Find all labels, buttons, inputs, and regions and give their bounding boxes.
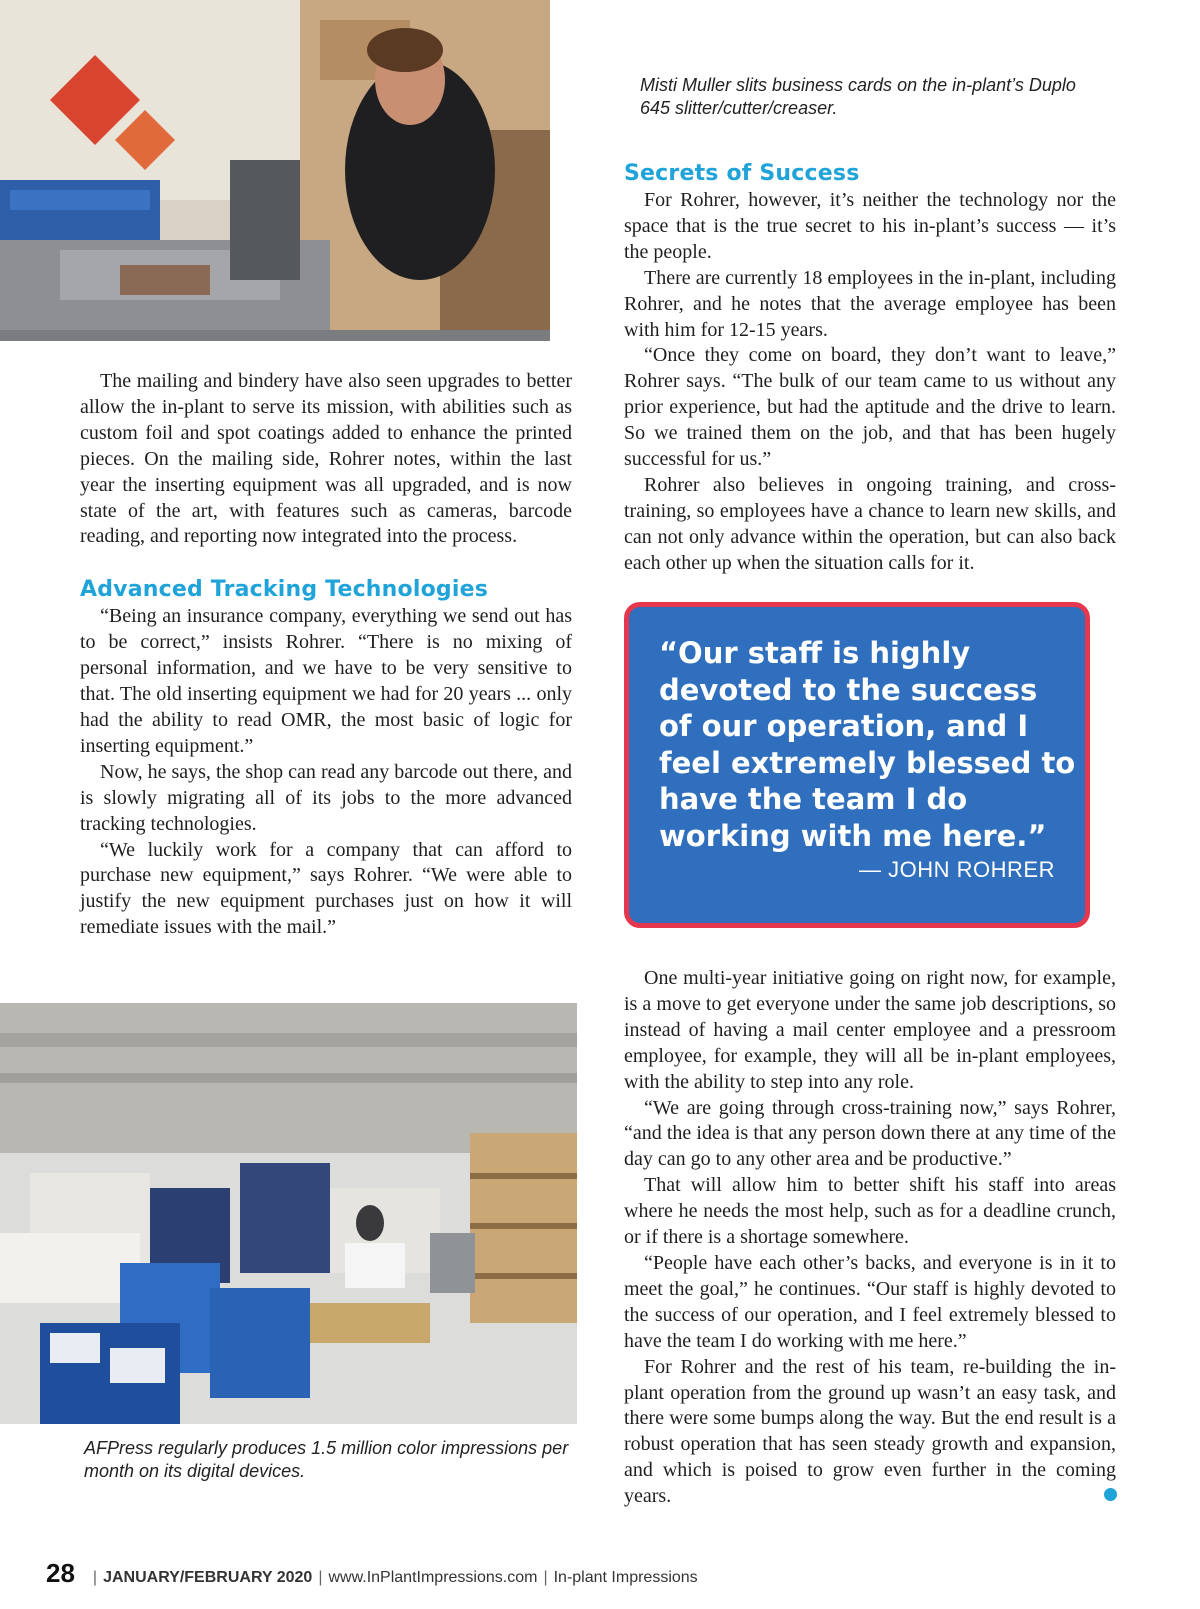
body-paragraph: “People have each other’s backs, and everyone is in it to meet the goal,” he continues. “Our staff is highly devoted to the success of our operation, and I feel extremely blessed to have the team I do working with me here.”	[624, 1251, 1116, 1352]
section-heading-secrets-of-success: Secrets of Success	[624, 161, 860, 186]
body-paragraph: That will allow him to better shift his staff into areas where he needs the most help, such as for a deadline crunch, or if there is a shortage somewhere.	[624, 1174, 1116, 1249]
pull-quote-text: “Our staff is highly devoted to the success of our operation, and I feel extremely blessed to have the team I do working with me here.”	[659, 636, 1076, 853]
body-paragraph: One multi-year initiative going on right now, for example, is a move to get everyone under the same job descriptions, so instead of having a mail center employee and a pressroom employee, for example, they will all be in-plant employees, with the ability to step into any role.	[624, 967, 1116, 1093]
footer-website-link[interactable]: www.InPlantImpressions.com	[328, 1569, 538, 1586]
body-paragraph: Rohrer also believes in ongoing training, and cross-training, so employees have a chance to learn new skills, and can not only advance within the operation, but can also back each other up when the situation calls for it.	[624, 473, 1116, 574]
page-footer	[46, 1558, 698, 1589]
section-heading-advanced-tracking: Advanced Tracking Technologies	[80, 577, 489, 603]
left-column	[80, 369, 572, 941]
body-paragraph: “Being an insurance company, everything we send out has to be correct,” insists Rohrer. “There is no mixing of personal information, and we have to be very sensitive to that. The old inserting equipment we had for 20 years ... only had the ability to read OMR, the most basic of logic for inserting equipment.”	[80, 605, 572, 757]
footer-separator: |	[318, 1569, 323, 1586]
body-paragraph: “We are going through cross-training now,” says Rohrer, “and the idea is that any person down there at any time of the day can go to any other area and be productive.”	[624, 1096, 1116, 1171]
right-column-top	[624, 160, 1116, 577]
footer-publication: In-plant Impressions	[553, 1569, 698, 1586]
footer-separator: |	[543, 1569, 548, 1586]
page-number: 28	[46, 1558, 75, 1588]
body-paragraph: The mailing and bindery have also seen upgrades to better allow the in-plant to serve its mission, with abilities such as custom foil and spot coatings added to enhance the printed pieces. On the mailing side, Rohrer notes, within the last year the inserting equipment was all upgraded, and is now state of the art, with features such as cameras, barcode reading, and reporting now integrated into the process.	[80, 370, 572, 548]
body-paragraph: “We luckily work for a company that can afford to purchase new equipment,” says Rohrer. “We were able to justify the new equipment purchases just on how it will remediate issues with the mail.”	[80, 838, 572, 939]
pull-quote-attribution: — JOHN ROHRER	[859, 857, 1055, 882]
end-of-article-dot-icon	[1104, 1488, 1117, 1501]
body-paragraph: Now, he says, the shop can read any barcode out there, and is slowly migrating all of its jobs to the more advanced tracking technologies.	[80, 760, 572, 835]
right-column-bottom	[624, 966, 1116, 1510]
photo-bindery	[0, 0, 550, 341]
body-paragraph: There are currently 18 employees in the in-plant, including Rohrer, and he notes that the average employee has been with him for 12-15 years.	[624, 266, 1116, 341]
caption-top: Misti Muller slits business cards on the in-plant’s Duplo 645 slitter/cutter/creaser.	[640, 75, 1076, 118]
photo-bindery-image	[0, 0, 550, 341]
caption-bottom: AFPress regularly produces 1.5 million color impressions per month on its digital devices.	[84, 1438, 569, 1481]
footer-issue: JANUARY/FEBRUARY 2020	[103, 1569, 313, 1586]
photo-pressroom	[0, 1003, 577, 1424]
body-paragraph: For Rohrer and the rest of his team, re-building the in-plant operation from the ground up wasn’t an easy task, and there were some bumps along the way. But the end result is a robust operation that has seen steady growth and expansion, and which is poised to grow even further in the coming years.	[624, 1355, 1116, 1508]
pull-quote-box	[624, 602, 1090, 928]
body-paragraph: “Once they come on board, they don’t want to leave,” Rohrer says. “The bulk of our team came to us without any prior experience, but had the aptitude and the drive to learn. So we trained them on the job, and that has been hugely successful for us.”	[624, 344, 1116, 471]
footer-separator: |	[92, 1569, 98, 1586]
photo-pressroom-image	[0, 1003, 577, 1424]
body-paragraph: For Rohrer, however, it’s neither the technology nor the space that is the true secret to his in-plant’s success — it’s the people.	[624, 189, 1116, 263]
